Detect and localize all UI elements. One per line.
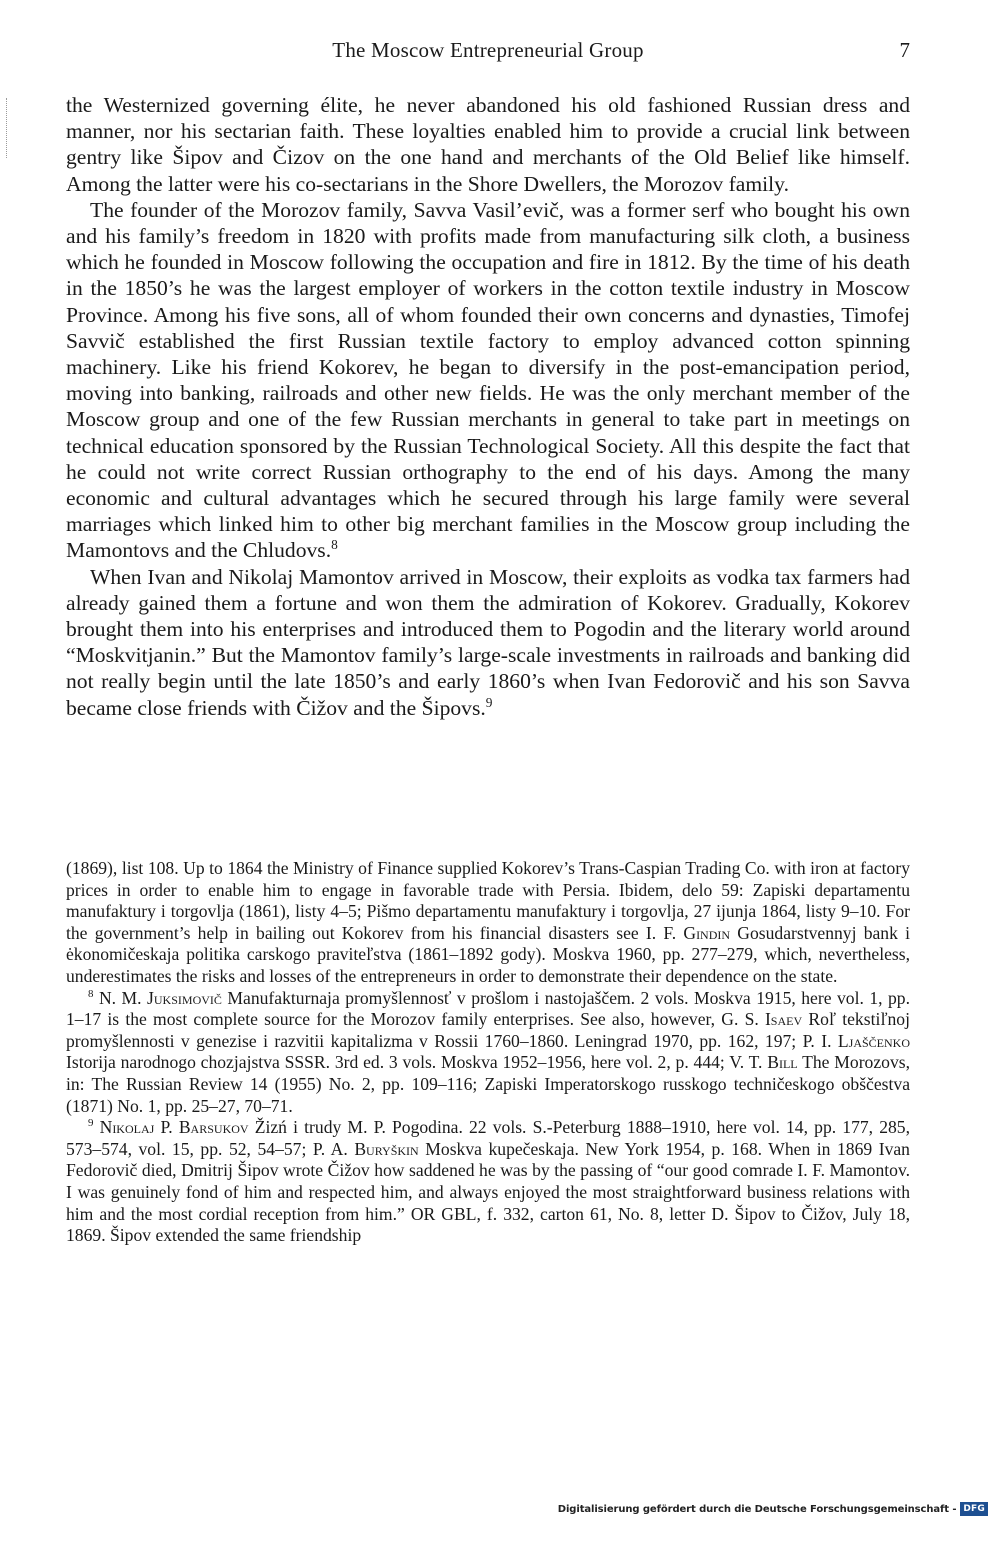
footnote-7-continued — [66, 858, 910, 988]
author-name: Gindin — [683, 922, 731, 943]
paragraph-3-text: When Ivan and Nikolaj Mamontov arrived in Moscow, their exploits as vodka tax farmers had already gained them a fortune and won them the admiration of Kokorev. Gradually, Kokorev brought them into his enterprises and introduced them to Pogodin and the literary world around “Moskvitjanin.” But the Mamontov family’s large-scale investments in railroads and banking did not really begin until the late 1850’s and early 1860’s when Ivan Fedorovič and his son Savva became close friends with Čižov and the Šipovs. — [66, 564, 910, 720]
footnote-ref-8: 8 — [331, 537, 338, 553]
digitization-notice — [558, 1500, 988, 1518]
footnote-text: Istorija narodnogo chozjajstva SSSR. 3rd ed. 3 vols. Moskva 1952–1956, here vol. 2, p. 444; V. T. — [66, 1052, 763, 1073]
footnote-text: The Morozovs, in: The Russian Review 14 (1955) No. 2, pp. 109–116; Zapiski Imperatorskogo russkogo techničeskogo obščestva (1871) No. 1, pp. 25–27, 70–71. — [66, 1052, 910, 1116]
footnote-text: N. M. — [98, 987, 142, 1008]
scan-margin-marks — [6, 98, 13, 158]
running-title: The Moscow Entrepreneurial Group — [332, 38, 644, 62]
footnote-number: 8 — [88, 987, 94, 1000]
footnote-text: Moskva kupečeskaja. New York 1954, p. 168. When in 1869 Ivan Fedorovič died, Dmitrij Šipov wrote Čižov how saddened he was by the passing of “our good comrade I. F. Mamontov. I was genuinely fond of him and respected him, and always enjoyed the most straightforward business relations with him and the most cordial reception from him.” OR GBL, f. 332, carton 61, No. 8, letter D. Šipov to Čižov, July 18, 1869. Šipov extended the same friendship — [66, 1138, 910, 1246]
footnote-text: Gosudarstvennyj bank i ėkonomičeskaja politika carskogo praviteľstva (1861–1892 gody). Moskva 1960, pp. 277–279, which, nevertheless, underestimates the risks and losses of the entrepreneurs in order to demonstrate their dependence on the state. — [66, 922, 910, 986]
author-name: Nikolaj P. Barsukov — [99, 1117, 249, 1138]
author-name: Buryškin — [354, 1138, 419, 1159]
paragraph-2 — [66, 197, 910, 564]
running-header — [66, 38, 910, 68]
author-name: Juksimovič — [147, 987, 222, 1008]
paragraph-2-text: The founder of the Morozov family, Savva Vasil’evič, was a former serf who bought his own and his family’s freedom in 1820 with profits made from manufacturing silk cloth, a business which he founded in Moscow following the occupation and fire in 1812. By the time of his death in the 1850’s he was the largest employer of workers in the cotton textile industry in Moscow Province. Among his five sons, all of whom founded their own concerns and dynasties, Timofej Savvič established the first Russian textile factory to employ advanced cotton spinning machinery. Like his friend Kokorev, he began to diversify in the post-emancipation period, moving into banking, railroads and other new fields. He was the only merchant member of the Moscow group and one of the few Russian merchants in general to take part in meetings on technical education sponsored by the Russian Technological Society. All this despite the fact that he could not write correct Russian orthography to the end of his days. Among the many economic and cultural advantages which he secured through his large family were several marriages which linked him to other big merchant families in the Moscow group including the Mamontovs and the Chludovs. — [66, 197, 910, 563]
footnote-9 — [66, 1117, 910, 1247]
main-text — [66, 92, 910, 721]
paragraph-1-text: the Westernized governing élite, he never abandoned his old fashioned Russian dress and manner, nor his sectarian faith. These loyalties enabled him to provide a crucial link between gentry like Šipov and Čizov on the one hand and merchants of the Old Belief like himself. Among the latter were his co-sectarians in the Shore Dwellers, the Morozov family. — [66, 93, 910, 196]
digitization-notice-text: Digitalisierung gefördert durch die Deutsche Forschungsgemeinschaft - — [557, 1503, 957, 1515]
author-name: Bill — [767, 1052, 798, 1073]
page-number: 7 — [899, 38, 910, 62]
footnote-8 — [66, 988, 910, 1118]
author-name: Ljaščenko — [837, 1030, 910, 1051]
footnote-text: (1869), list 108. Up to 1864 the Ministry of Finance supplied Kokorev’s Trans-Caspian Trading Co. with iron at factory prices in order to enable him to engage in favorable trade with Persia. Ibidem, delo 59: Zapiski departamentu manufaktury i torgovlja (1861), listy 4–5; Pišmo departamentu manufaktury i torgovlja, 27 ijunja 1864, listy 9–10. For the government’s help in bailing out Kokorev from his financial disasters see I. F. — [66, 858, 910, 943]
dfg-logo — [960, 1502, 988, 1516]
paragraph-3 — [66, 564, 910, 721]
footnote-text: Roľ tekstiľnoj promyšlennosti v genezise i razvitii kapitalizma v Rossii 1760–1860. Leningrad 1970, pp. 162, 197; P. I. — [66, 1009, 910, 1051]
paragraph-1 — [66, 92, 910, 197]
dfg-logo-text: DFG — [963, 1504, 985, 1514]
footnote-text: Manufakturnaja promyšlennosť v prošlom i nastojaščem. 2 vols. Moskva 1915, here vol. 1, pp. 1–17 is the most complete source for the Morozov family enterprises. See also, however, G. S. — [66, 987, 911, 1030]
footnote-text: Žizń i trudy M. P. Pogodina. 22 vols. S.-Peterburg 1888–1910, here vol. 14, pp. 177, 285, 573–574, vol. 15, pp. 52, 54–57; P. A. — [66, 1117, 910, 1159]
footnote-number: 9 — [88, 1117, 94, 1130]
author-name: Isaev — [764, 1009, 803, 1030]
footnotes — [66, 858, 910, 1247]
footnote-ref-9: 9 — [485, 694, 493, 710]
